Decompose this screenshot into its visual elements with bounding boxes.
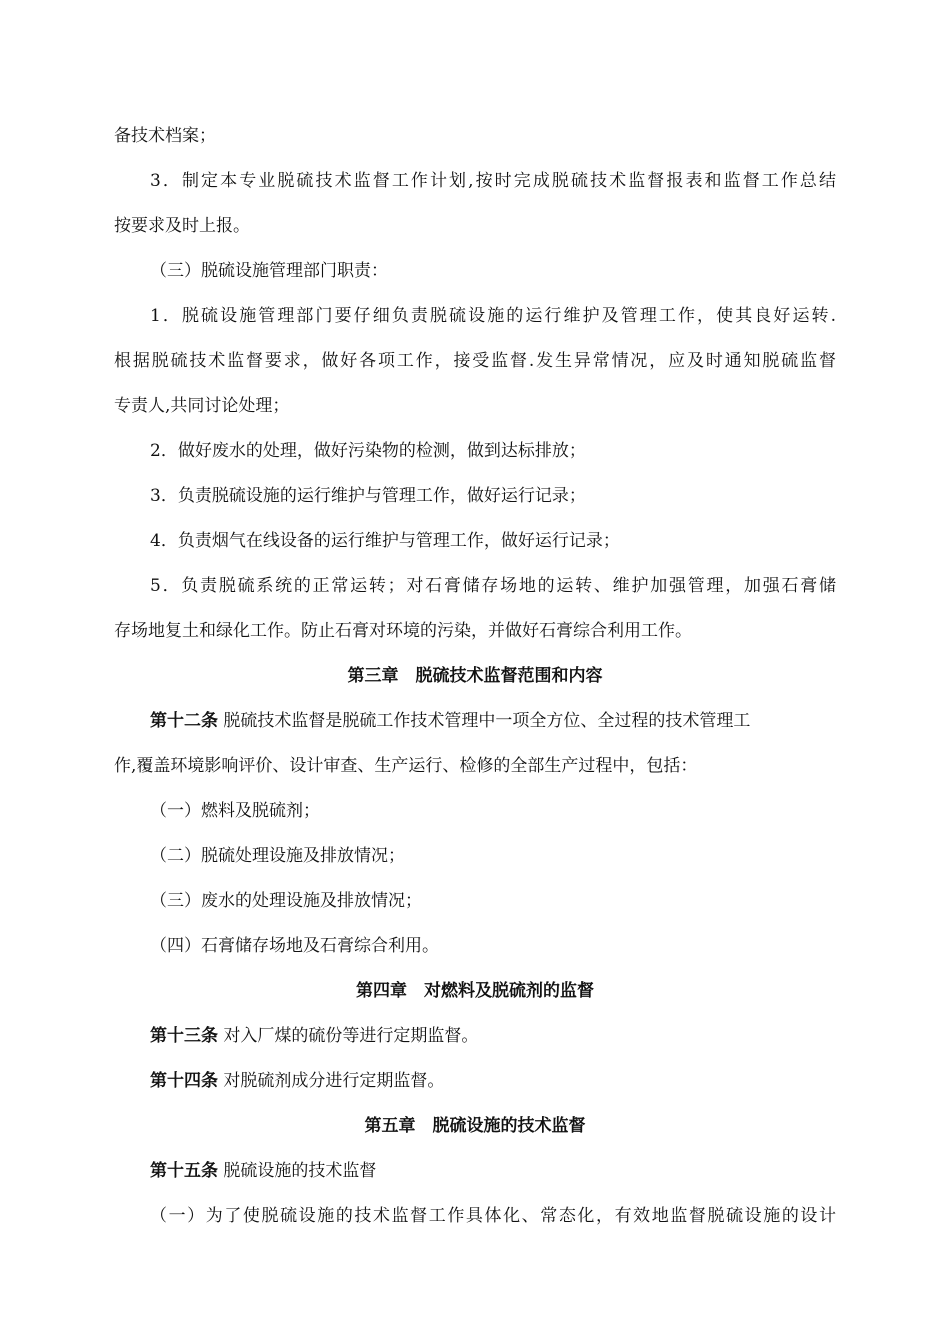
paragraph-line: （一）为了使脱硫设施的技术监督工作具体化、常态化，有效地监督脱硫设施的设计: [150, 1206, 836, 1226]
article-line: [150, 1024, 478, 1048]
paragraph-line: 作,覆盖环境影响评价、设计审查、生产运行、检修的全部生产过程中，包括：: [114, 756, 698, 776]
article-text: 对入厂煤的硫份等进行定期监督。: [223, 1026, 479, 1046]
chapter-heading: 第五章 脱硫设施的技术监督: [364, 1116, 586, 1136]
list-item: （二）脱硫处理设施及排放情况；: [150, 846, 405, 866]
paragraph-line: 5．负责脱硫系统的正常运转；对石膏储存场地的运转、维护加强管理，加强石膏储: [150, 576, 836, 596]
list-item: （四）石膏储存场地及石膏综合利用。: [150, 936, 439, 956]
article-line: [150, 1159, 376, 1183]
article-line: [150, 1069, 444, 1093]
paragraph-line: 备技术档案；: [114, 126, 216, 146]
article-number: 第十四条: [150, 1071, 218, 1091]
list-item: 3．负责脱硫设施的运行维护与管理工作，做好运行记录；: [150, 486, 586, 506]
article-text: 对脱硫剂成分进行定期监督。: [223, 1071, 445, 1091]
paragraph-line: 1．脱硫设施管理部门要仔细负责脱硫设施的运行维护及管理工作，使其良好运转.: [150, 306, 836, 326]
chapter-heading: 第三章 脱硫技术监督范围和内容: [347, 666, 603, 686]
paragraph-line: 3．制定本专业脱硫技术监督工作计划,按时完成脱硫技术监督报表和监督工作总结: [150, 171, 836, 191]
chapter-heading: 第四章 对燃料及脱硫剂的监督: [356, 981, 594, 1001]
paragraph-line: 根据脱硫技术监督要求，做好各项工作，接受监督.发生异常情况，应及时通知脱硫监督: [114, 351, 836, 371]
article-number: 第十三条: [150, 1026, 218, 1046]
paragraph-line: 按要求及时上报。: [114, 216, 250, 236]
list-item: 2．做好废水的处理，做好污染物的检测，做到达标排放；: [150, 441, 586, 461]
list-item: 4．负责烟气在线设备的运行维护与管理工作，做好运行记录；: [150, 531, 620, 551]
list-item: （一）燃料及脱硫剂；: [150, 801, 320, 821]
article-number: 第十二条: [150, 711, 218, 731]
article-number: 第十五条: [150, 1161, 218, 1181]
article-text: 脱硫设施的技术监督: [223, 1161, 377, 1181]
section-heading: （三）脱硫设施管理部门职责：: [150, 261, 388, 281]
list-item: （三）废水的处理设施及排放情况；: [150, 891, 422, 911]
paragraph-line: 存场地复土和绿化工作。防止石膏对环境的污染，并做好石膏综合利用工作。: [114, 621, 692, 641]
article-line: [150, 709, 750, 733]
article-text: 脱硫技术监督是脱硫工作技术管理中一项全方位、全过程的技术管理工: [223, 711, 751, 731]
paragraph-line: 专责人,共同讨论处理；: [114, 396, 290, 416]
